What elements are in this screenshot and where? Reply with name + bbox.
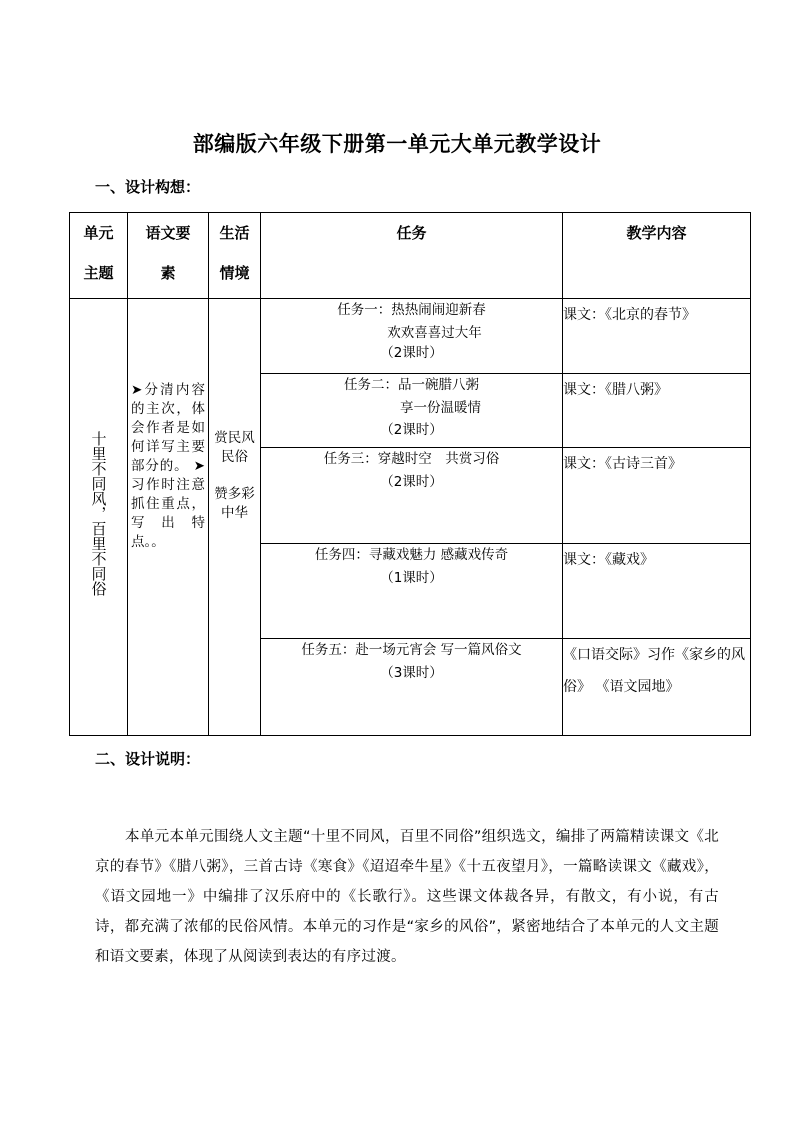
header-life-context: 生活 情境 (209, 213, 261, 299)
task-cell-2: 任务二：品一碗腊八粥 享一份温暖情 （2课时） (261, 374, 563, 448)
content-cell-3: 课文：《古诗三首》 (563, 448, 751, 544)
table-row (70, 299, 751, 374)
design-notes-paragraph: 本单元本单元围绕人文主题“十里不同风，百里不同俗”组织选文，编排了两篇精读课文《北京的春节》《腊八粥》，三首古诗《寒食》《迢迢牵牛星》《十五夜望月》，一篇略读课文《藏戏》，《语文园地一》中编排了汉乐府中的《长歌行》。这些课文体裁各异，有散文，有小说，有古诗，都充满了浓郁的民俗风情。本单元的习作是“家乡的风俗”，紧密地结合了本单元的人文主题和语文要素，体现了从阅读到表达的有序过渡。 (95, 829, 719, 965)
unit-theme-cell (70, 299, 128, 736)
language-elements-text: ➤分清内容的主次，体会作者是如何详写主要部分的。 ➤习作时注意抓住重点，写出特点。。 (131, 382, 205, 550)
section-heading-design-concept: 一、设计构想： (95, 178, 201, 196)
unit-plan-table (69, 212, 751, 736)
life-context-line2: 赞多彩中华 (214, 486, 255, 521)
table-header-row (70, 213, 751, 299)
document-title: 部编版六年级下册第一单元大单元教学设计 (192, 132, 602, 156)
content-cell-1: 课文：《北京的春节》 (563, 299, 751, 374)
header-teaching-content: 教学内容 (563, 213, 751, 299)
unit-theme-text: 十里不同风，百里不同俗 (89, 431, 108, 596)
task-cell-4: 任务四：寻藏戏魅力 感藏戏传奇 （1课时） (261, 544, 563, 639)
life-context-line1: 赏民风民俗 (214, 430, 255, 465)
language-elements-cell (128, 299, 209, 736)
task-cell-5: 任务五：赴一场元宵会 写一篇风俗文 （3课时） (261, 639, 563, 736)
task-cell-1: 任务一：热热闹闹迎新春 欢欢喜喜过大年 （2课时） (261, 299, 563, 374)
life-context-cell (209, 299, 261, 736)
task-cell-3: 任务三：穿越时空 共赏习俗 （2课时） (261, 448, 563, 544)
content-cell-4: 课文：《藏戏》 (563, 544, 751, 639)
header-task: 任务 (261, 213, 563, 299)
content-cell-5: 《口语交际》习作《家乡的风俗》 《语文园地》 (563, 639, 751, 736)
section-heading-design-notes: 二、设计说明： (95, 750, 201, 768)
content-cell-2: 课文：《腊八粥》 (563, 374, 751, 448)
header-unit-theme: 单元 主题 (70, 213, 128, 299)
header-language-elements: 语文要 素 (128, 213, 209, 299)
